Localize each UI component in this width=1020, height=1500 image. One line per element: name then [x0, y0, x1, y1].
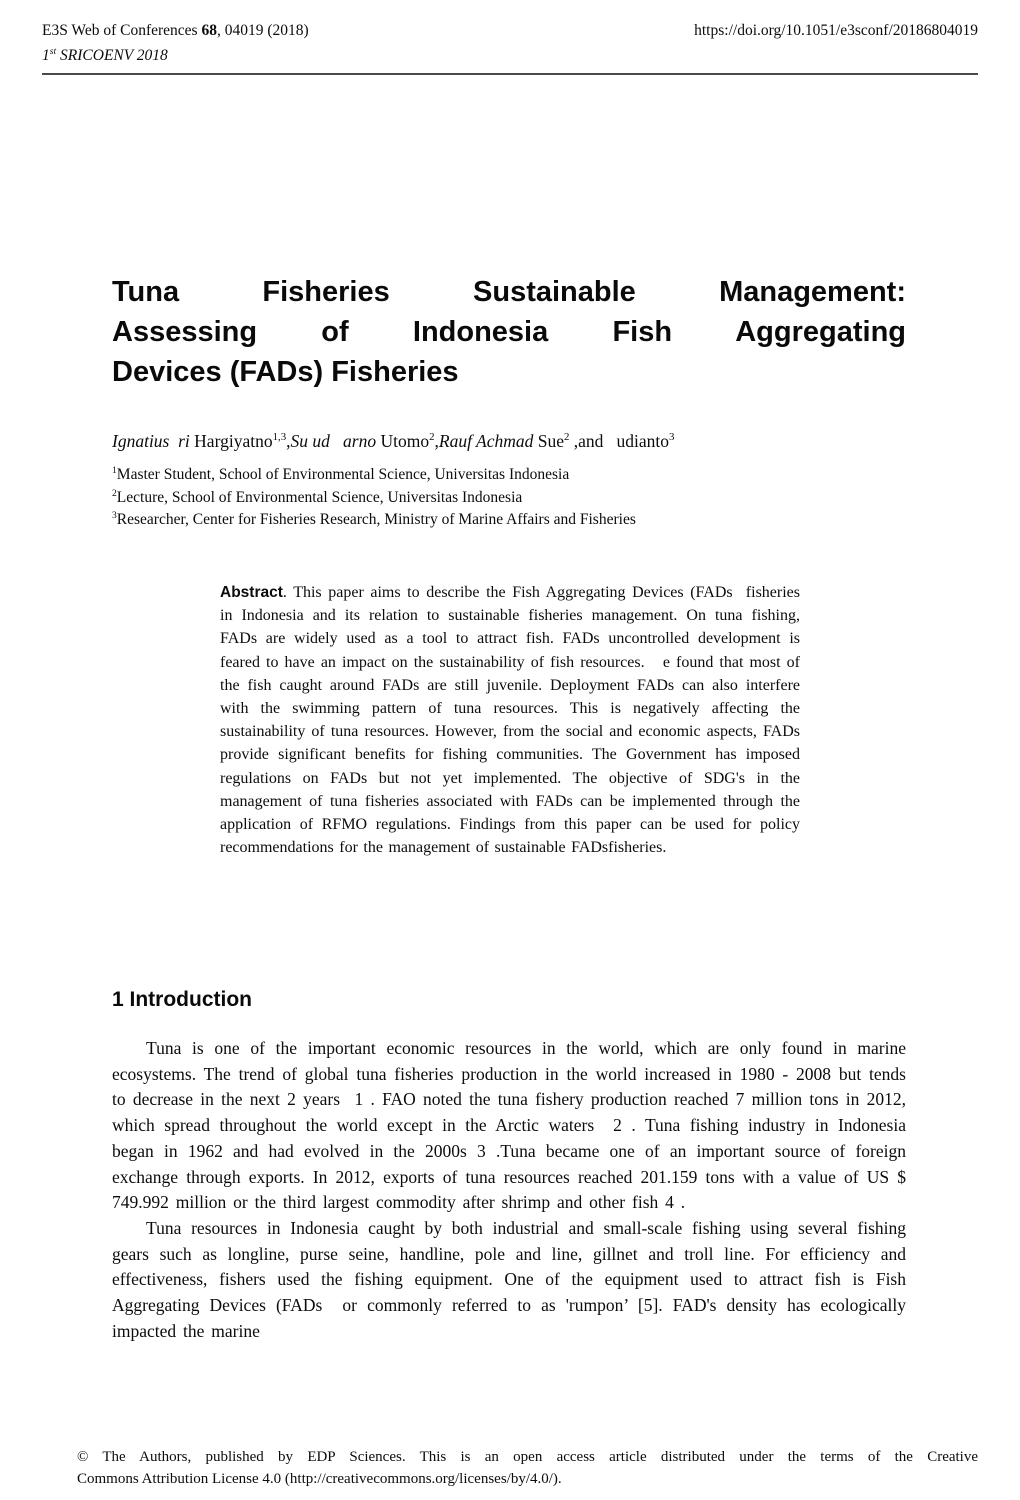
header-rule	[42, 73, 978, 75]
author-first-name: Ignatius ri	[112, 431, 195, 451]
abstract-text: . This paper aims to describe the Fish Aggregating Devices (FADs fisheries in Indonesia and its relation to sustainable fisheries management. On tuna fishing, FADs are widely used as a tool to attract fish. FADs uncontrolled development is feared to have an impact on the sustainability of fish resources. e found that most of the fish caught around FADs are still juvenile. Deployment FADs can also interfere with the swimming pattern of tuna resources. This is negatively affecting the sustainability of tuna resources. However, from the social and economic aspects, FADs provide significant benefits for fishing communities. The Government has imposed regulations on FADs but not yet implemented. The objective of SDG's in the management of tuna fisheries associated with FADs can be implemented through the application of RFMO regulations. Findings from this paper can be used for policy recommendations for the management of sustainable FADsfisheries.	[220, 584, 800, 857]
journal-article-info: , 04019 (2018)	[216, 22, 309, 39]
introduction-paragraph-1: Tuna is one of the important economic resources in the world, which are only found in marine ecosystems. The trend of global tuna fisheries production in the world increased in 1980 - 2008 but tends to decrease in the next 2 years 1 . FAO noted the tuna fishery production reached 7 million tons in 2012, which spread throughout the world except in the Arctic waters 2 . Tuna fishing industry in Indonesia began in 1962 and had evolved in the 2000s 3 .Tuna became one of an important source of foreign exchange through exports. In 2012, exports of tuna resources reached 201.159 tons with a value of US $ 749.992 million or the third largest commodity after shrimp and other fish 4 .	[112, 1038, 906, 1213]
title-line-3: Devices (FADs) Fisheries	[112, 356, 459, 388]
abstract-block	[220, 581, 800, 859]
footer-license-line-1: © The Authors, published by EDP Sciences. This is an open access article distributed under the terms of the Creative	[77, 1449, 978, 1465]
affiliation-number: 1	[112, 464, 117, 476]
affiliation-text: Master Student, School of Environmental Science, Universitas Indonesia	[116, 466, 570, 483]
introduction-body	[112, 1036, 906, 1344]
affiliation-item	[112, 509, 906, 532]
conference-ordinal: 1	[42, 47, 50, 64]
paper-title	[112, 272, 906, 392]
author-affiliation-ref: 1,3	[272, 431, 287, 444]
affiliation-item	[112, 487, 906, 510]
author-and: ,and udianto	[569, 431, 670, 451]
author-surname: Utomo	[380, 431, 430, 451]
conference-ordinal-suffix: st	[49, 45, 57, 57]
affiliation-number: 2	[112, 487, 117, 499]
affiliation-text: Researcher, Center for Fisheries Research, Ministry of Marine Affairs and Fisheries	[116, 511, 636, 528]
conference-name	[42, 47, 978, 65]
section-heading-introduction: 1 Introduction	[112, 988, 252, 1011]
introduction-paragraph-2: Tuna resources in Indonesia caught by both industrial and small-scale fishing using several fishing gears such as longline, purse seine, handline, pole and line, gillnet and troll line. For efficiency and effectiveness, fishers used the fishing equipment. One of the equipment used to attract fish is Fish Aggregating Devices (FADs or commonly referred to as 'rumpon’ [5]. FAD's density has ecologically impacted the marine	[112, 1217, 906, 1341]
author-first-name: Rauf Achmad	[438, 431, 538, 451]
author-surname: Hargiyatno	[194, 431, 273, 451]
author-surname: Sue	[537, 431, 564, 451]
affiliation-text: Lecture, School of Environmental Science, Universitas Indonesia	[116, 488, 523, 506]
affiliation-number: 3	[112, 509, 117, 521]
author-affiliation-ref: 2	[563, 431, 570, 444]
doi-link[interactable]: https://doi.org/10.1051/e3sconf/20186804019	[694, 22, 978, 39]
journal-name: E3S Web of Conferences	[42, 22, 202, 39]
authors-line	[112, 431, 906, 452]
author-separator: ,	[434, 431, 439, 451]
journal-volume: 68	[201, 22, 217, 39]
title-line-1: Tuna Fisheries Sustainable Management:	[112, 276, 906, 308]
title-line-2: Assessing of Indonesia Fish Aggregating	[112, 316, 906, 348]
author-separator: ,	[286, 431, 291, 451]
page-footer	[77, 1446, 978, 1490]
footer-license-line-2: Commons Attribution License 4.0 (http://creativecommons.org/licenses/by/4.0/).	[77, 1471, 562, 1487]
journal-reference	[42, 22, 309, 40]
affiliations	[112, 464, 906, 532]
affiliation-item	[112, 464, 906, 487]
author-first-name: Su ud arno	[290, 431, 381, 451]
conference-title: SRICOENV 2018	[56, 47, 168, 64]
page-header	[42, 22, 978, 75]
author-affiliation-ref: 3	[669, 431, 675, 444]
abstract-label: Abstract	[220, 584, 283, 601]
author-affiliation-ref: 2	[429, 431, 435, 444]
